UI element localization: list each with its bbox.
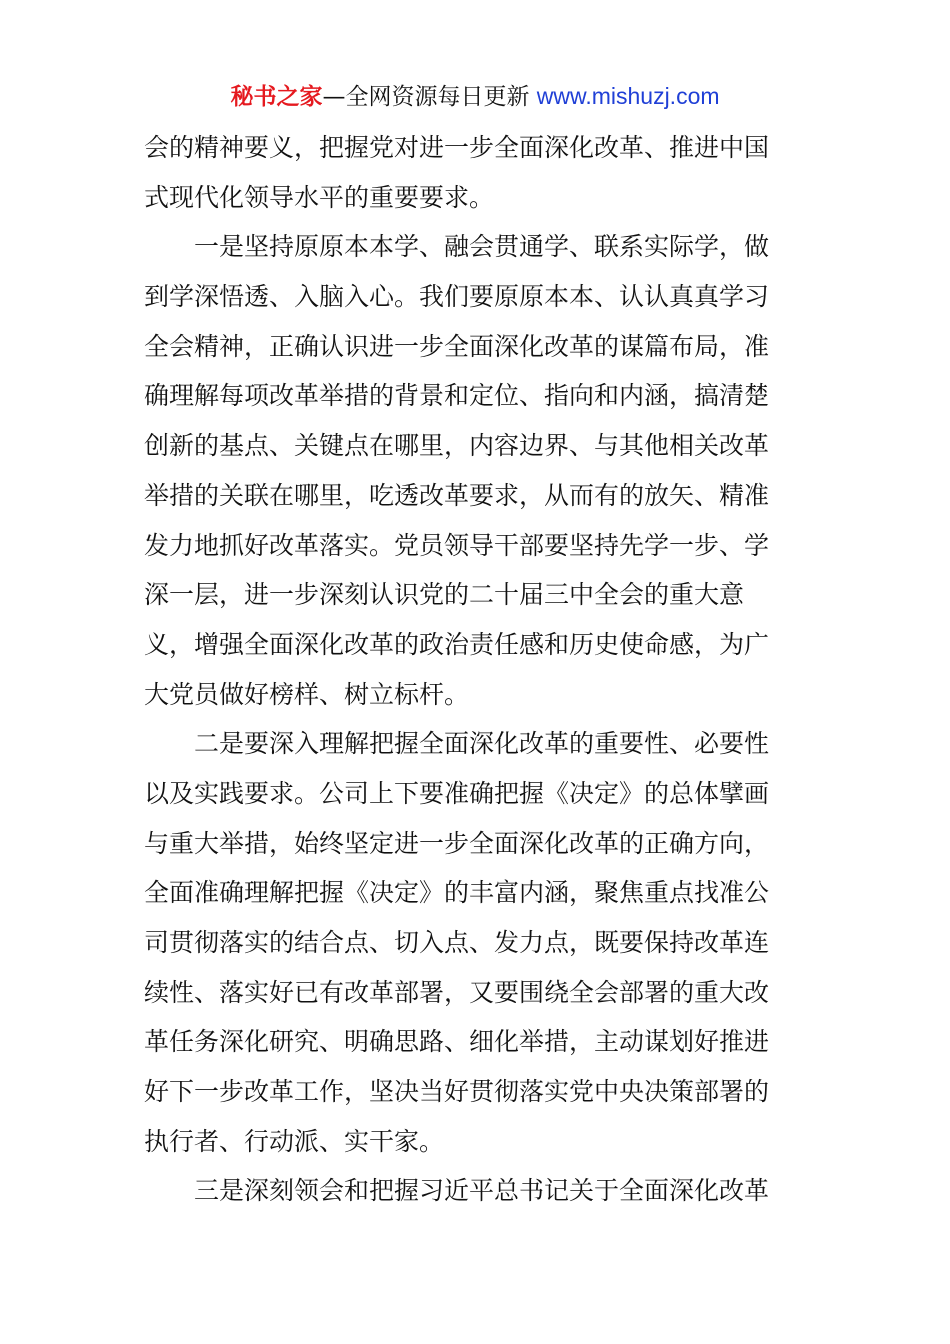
document-body xyxy=(144,123,808,1216)
text-line: 全会精神，正确认识进一步全面深化改革的谋篇布局，准 xyxy=(144,331,770,361)
text-line: 司贯彻落实的结合点、切入点、发力点，既要保持改革连 xyxy=(144,928,770,957)
paragraph-first-line: 一是坚持原原本本学、融会贯通学、联系实际学，做 xyxy=(194,232,770,262)
text-line: 式现代化领导水平的重要要求。 xyxy=(144,182,495,212)
text-line: 与重大举措，始终坚定进一步全面深化改革的正确方向， xyxy=(144,828,770,858)
text-line: 确理解每项改革举措的背景和定位、指向和内涵，搞清楚 xyxy=(144,381,770,411)
text-line: 创新的基点、关键点在哪里，内容边界、与其他相关改革 xyxy=(144,431,770,461)
text-line: 到学深悟透、入脑入心。我们要原原本本、认认真真学习 xyxy=(144,282,770,312)
text-line: 执行者、行动派、实干家。 xyxy=(144,1126,445,1156)
text-line: 会的精神要义，把握党对进一步全面深化改革、推进中国 xyxy=(144,133,770,162)
paragraph-first-line: 三是深刻领会和把握习近平总书记关于全面深化改革 xyxy=(194,1176,770,1206)
text-line: 义，增强全面深化改革的政治责任感和历史使命感，为广 xyxy=(144,629,770,659)
text-line: 全面准确理解把握《决定》的丰富内涵，聚焦重点找准公 xyxy=(144,878,770,908)
site-url-link[interactable]: www.mishuzj.com xyxy=(536,83,720,109)
text-line: 深一层，进一步深刻认识党的二十届三中全会的重大意 xyxy=(144,580,745,610)
text-line: 发力地抓好改革落实。党员领导干部要坚持先学一步、学 xyxy=(144,530,770,560)
paragraph-first-line: 二是要深入理解把握全面深化改革的重要性、必要性 xyxy=(194,729,770,759)
text-line: 革任务深化研究、明确思路、细化举措，主动谋划好推进 xyxy=(144,1027,770,1057)
text-line: 好下一步改革工作，坚决当好贯彻落实党中央决策部署的 xyxy=(144,1077,770,1107)
site-header xyxy=(0,80,950,113)
text-line: 续性、落实好已有改革部署，又要围绕全会部署的重大改 xyxy=(144,977,770,1007)
text-line: 举措的关联在哪里，吃透改革要求，从而有的放矢、精准 xyxy=(144,480,770,510)
text-line: 以及实践要求。公司上下要准确把握《决定》的总体擘画 xyxy=(144,778,770,808)
header-tagline: —全网资源每日更新 xyxy=(322,84,530,110)
brand-name: 秘书之家 xyxy=(230,84,323,110)
text-line: 大党员做好榜样、树立标杆。 xyxy=(144,679,470,709)
